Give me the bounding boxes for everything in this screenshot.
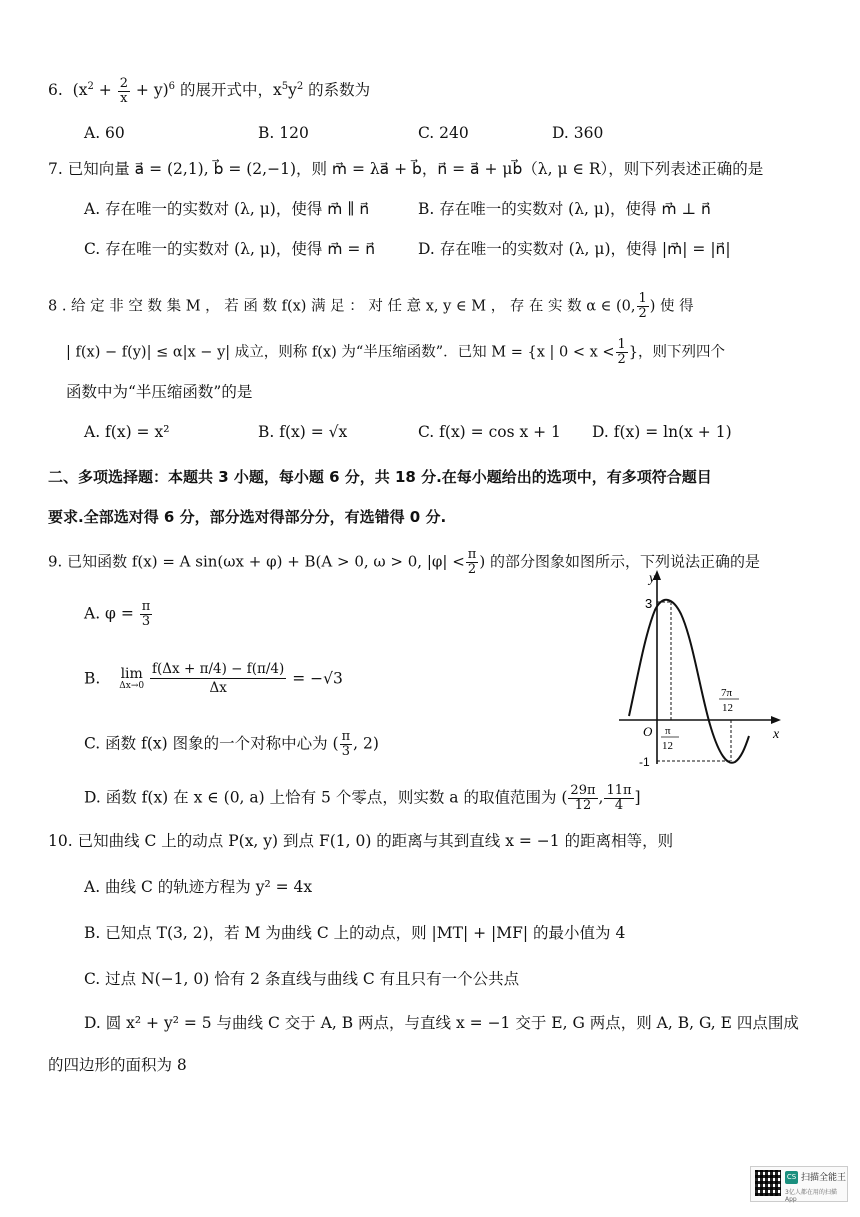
q8-option-d[interactable]: D. f(x) = ln(x + 1) bbox=[592, 423, 732, 441]
x-axis-arrow-icon bbox=[771, 716, 781, 724]
min-label: -1 bbox=[639, 755, 650, 768]
origin-label: O bbox=[643, 724, 653, 739]
q9-option-b[interactable]: B. lim Δx→0 $\frac{f(\Delta x + \pi/4) - f(\pi/4)}{\Delta x}$ = −√3 bbox=[84, 661, 343, 696]
max-label: 3 bbox=[645, 596, 653, 611]
scanner-app-name: 扫描全能王 bbox=[801, 1173, 847, 1183]
q7-stem: 7. 已知向量 a⃗ = (2,1), b⃗ = (2,−1)，则 m⃗ = λa⃗ + b⃗，n⃗ = a⃗ + μb⃗（λ, μ ∈ R），则下列表述正确的是 bbox=[48, 160, 764, 178]
q10-tail: 的四边形的面积为 8 bbox=[48, 1056, 187, 1074]
q6-frac: $\frac{2}{x}$ bbox=[119, 75, 128, 106]
tick2-den: 12 bbox=[722, 702, 733, 714]
q7-option-d[interactable]: D. 存在唯一的实数对 (λ, μ)，使得 |m⃗| = |n⃗| bbox=[418, 240, 731, 258]
q6-option-c[interactable]: C. 240 bbox=[418, 124, 469, 142]
q9-option-d[interactable]: D. 函数 f(x) 在 x ∈ (0, a) 上恰有 5 个零点，则实数 a 的取值范围为 ( $\frac{29\pi}{12}$ , $\frac{11\pi}{4}$ ] bbox=[84, 783, 641, 813]
q10-option-d[interactable]: D. 圆 x² + y² = 5 与曲线 C 交于 A, B 两点，与直线 x = −1 交于 E, G 两点，则 A, B, G, E 四点围成 bbox=[84, 1014, 799, 1032]
q9-stem: 9. 已知函数 f(x) = A sin(ωx + φ) + B(A > 0, ω > 0, |φ| < $\frac{\pi}{2}$ ) 的部分图象如图所示，下列说法正确的是 bbox=[48, 547, 760, 577]
tick1-num: π bbox=[665, 725, 671, 737]
q10-option-b[interactable]: B. 已知点 T(3, 2)，若 M 为曲线 C 上的动点，则 |MT| + |MF| 的最小值为 4 bbox=[84, 924, 626, 942]
section2-header-line2: 要求.全部选对得 6 分，部分选对得部分分，有选错得 0 分. bbox=[48, 508, 447, 526]
q7-option-c[interactable]: C. 存在唯一的实数对 (λ, μ)，使得 m⃗ = n⃗ bbox=[84, 240, 376, 258]
q8-option-c[interactable]: C. f(x) = cos x + 1 bbox=[418, 423, 561, 441]
y-axis-label: y bbox=[649, 571, 656, 586]
q8-option-b[interactable]: B. f(x) = √x bbox=[258, 423, 348, 441]
q10-option-a[interactable]: A. 曲线 C 的轨迹方程为 y² = 4x bbox=[84, 878, 313, 896]
tick1-den: 12 bbox=[662, 740, 673, 752]
q8-option-a[interactable]: A. f(x) = x² bbox=[84, 423, 170, 441]
q6-stem: 6. ($x^2$ + $\frac{2}{x}$ + y)$^6$ 的展开式中，$x^5y^2$ 的系数为 bbox=[48, 75, 371, 106]
x-axis-label: x bbox=[773, 727, 780, 742]
q9-option-a[interactable]: A. φ = $\frac{\pi}{3}$ bbox=[84, 599, 151, 629]
section2-header-line1: 二、多项选择题：本题共 3 小题，每小题 6 分，共 18 分.在每小题给出的选项中，有多项符合题目 bbox=[48, 468, 712, 486]
q6-option-b[interactable]: B. 120 bbox=[258, 124, 309, 142]
q6-option-a[interactable]: A. 60 bbox=[84, 124, 125, 142]
q10-option-c[interactable]: C. 过点 N(−1, 0) 恰有 2 条直线与曲线 C 有且只有一个公共点 bbox=[84, 970, 520, 988]
q9-option-c[interactable]: C. 函数 f(x) 图象的一个对称中心为 ( $\frac{\pi}{3}$ , 2) bbox=[84, 729, 379, 759]
q8-line3: 函数中为“半压缩函数”的是 bbox=[66, 383, 253, 401]
q9-graph bbox=[615, 568, 785, 768]
qr-code-icon bbox=[755, 1170, 781, 1196]
scanner-app-slogan: 3亿人都在用的扫描App bbox=[785, 1189, 837, 1203]
cs-badge: CS bbox=[785, 1171, 798, 1184]
q8-line2: | f(x) − f(y)| ≤ α|x − y| 成立，则称 f(x) 为“半压缩函数”．已知 M = {x | 0 < x < $\frac{1}{2}$ }，则下列四个 bbox=[66, 337, 726, 367]
q6-option-d[interactable]: D. 360 bbox=[552, 124, 604, 142]
scanner-watermark bbox=[750, 1166, 848, 1202]
q7-option-b[interactable]: B. 存在唯一的实数对 (λ, μ)，使得 m⃗ ⊥ n⃗ bbox=[418, 200, 711, 218]
tick2-num: 7π bbox=[721, 687, 733, 699]
q8-line1: 8 . 给 定 非 空 数 集 M ， 若 函 数 f(x) 满 足 ： 对 任 意 x, y ∈ M ， 存 在 实 数 α ∈ (0, $\frac{1}{2}$ ) 使 得 bbox=[48, 291, 694, 321]
q10-stem: 10. 已知曲线 C 上的动点 P(x, y) 到点 F(1, 0) 的距离与其到直线 x = −1 的距离相等，则 bbox=[48, 832, 674, 850]
q7-option-a[interactable]: A. 存在唯一的实数对 (λ, μ)，使得 m⃗ ∥ n⃗ bbox=[84, 200, 370, 218]
